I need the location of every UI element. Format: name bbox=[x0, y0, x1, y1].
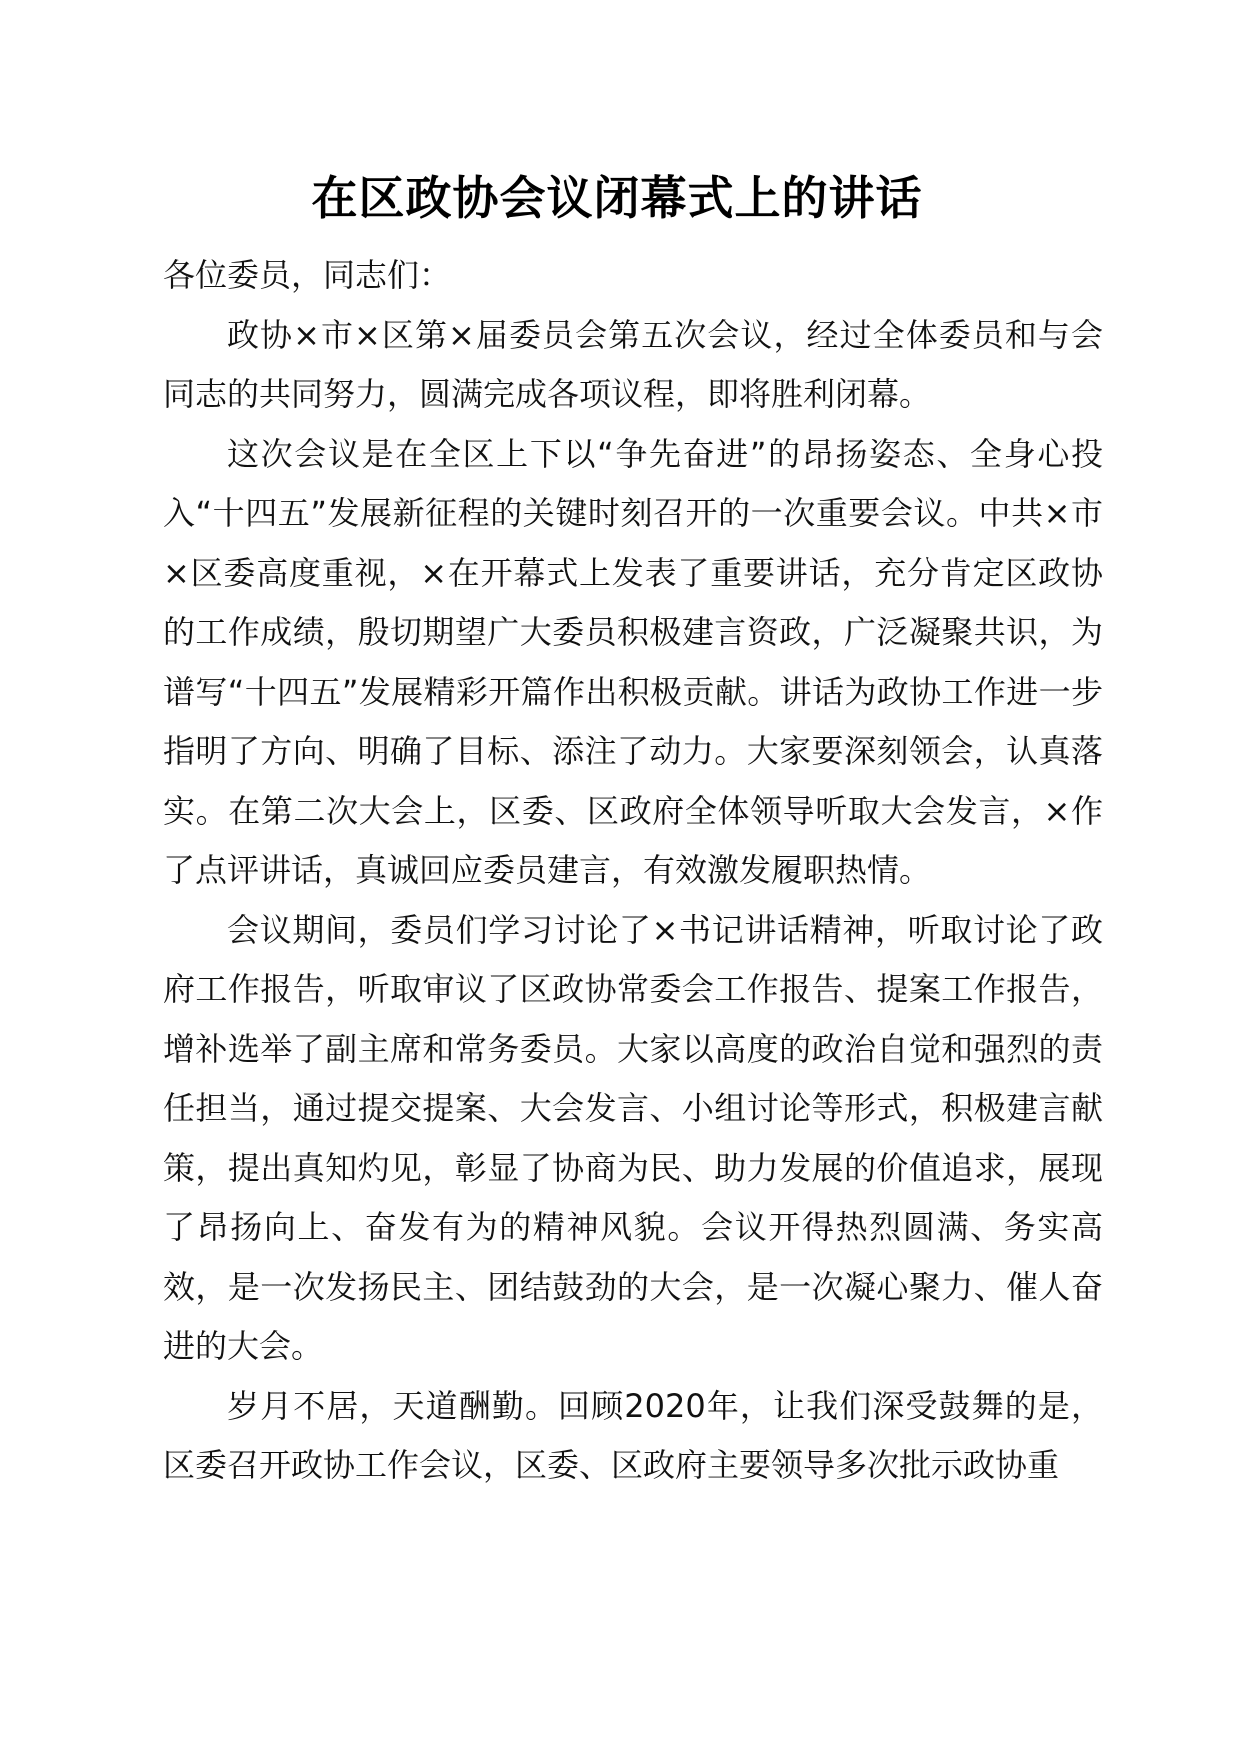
paragraph-1: 政协×市×区第×届委员会第五次会议，经过全体委员和与会同志的共同努力，圆满完成各项议程，即将胜利闭幕。 bbox=[163, 315, 1103, 413]
document-body bbox=[163, 246, 1103, 1496]
salutation: 各位委员，同志们： bbox=[163, 256, 452, 294]
paragraph-4: 岁月不居，天道酬勤。回顾2020年，让我们深受鼓舞的是，区委召开政协工作会议，区委、区政府主要领导多次批示政协重 bbox=[163, 1386, 1103, 1484]
document-title: 在区政协会议闭幕式上的讲话 bbox=[311, 171, 923, 225]
paragraph-2: 这次会议是在全区上下以“争先奋进”的昂扬姿态、全身心投入“十四五”发展新征程的关键时刻召开的一次重要会议。中共×市×区委高度重视，×在开幕式上发表了重要讲话，充分肯定区政协的工作成绩，殷切期望广大委员积极建言资政，广泛凝聚共识，为谱写“十四五”发展精彩开篇作出积极贡献。讲话为政协工作进一步指明了方向、明确了目标、添注了动力。大家要深刻领会，认真落实。在第二次大会上，区委、区政府全体领导听取大会发言，×作了点评讲话，真诚回应委员建言，有效激发履职热情。 bbox=[163, 434, 1103, 889]
paragraph-3: 会议期间，委员们学习讨论了×书记讲话精神，听取讨论了政府工作报告，听取审议了区政协常委会工作报告、提案工作报告，增补选举了副主席和常务委员。大家以高度的政治自觉和强烈的责任担当，通过提交提案、大会发言、小组讨论等形式，积极建言献策，提出真知灼见，彰显了协商为民、助力发展的价值追求，展现了昂扬向上、奋发有为的精神风貌。会议开得热烈圆满、务实高效，是一次发扬民主、团结鼓劲的大会，是一次凝心聚力、催人奋进的大会。 bbox=[163, 910, 1103, 1365]
